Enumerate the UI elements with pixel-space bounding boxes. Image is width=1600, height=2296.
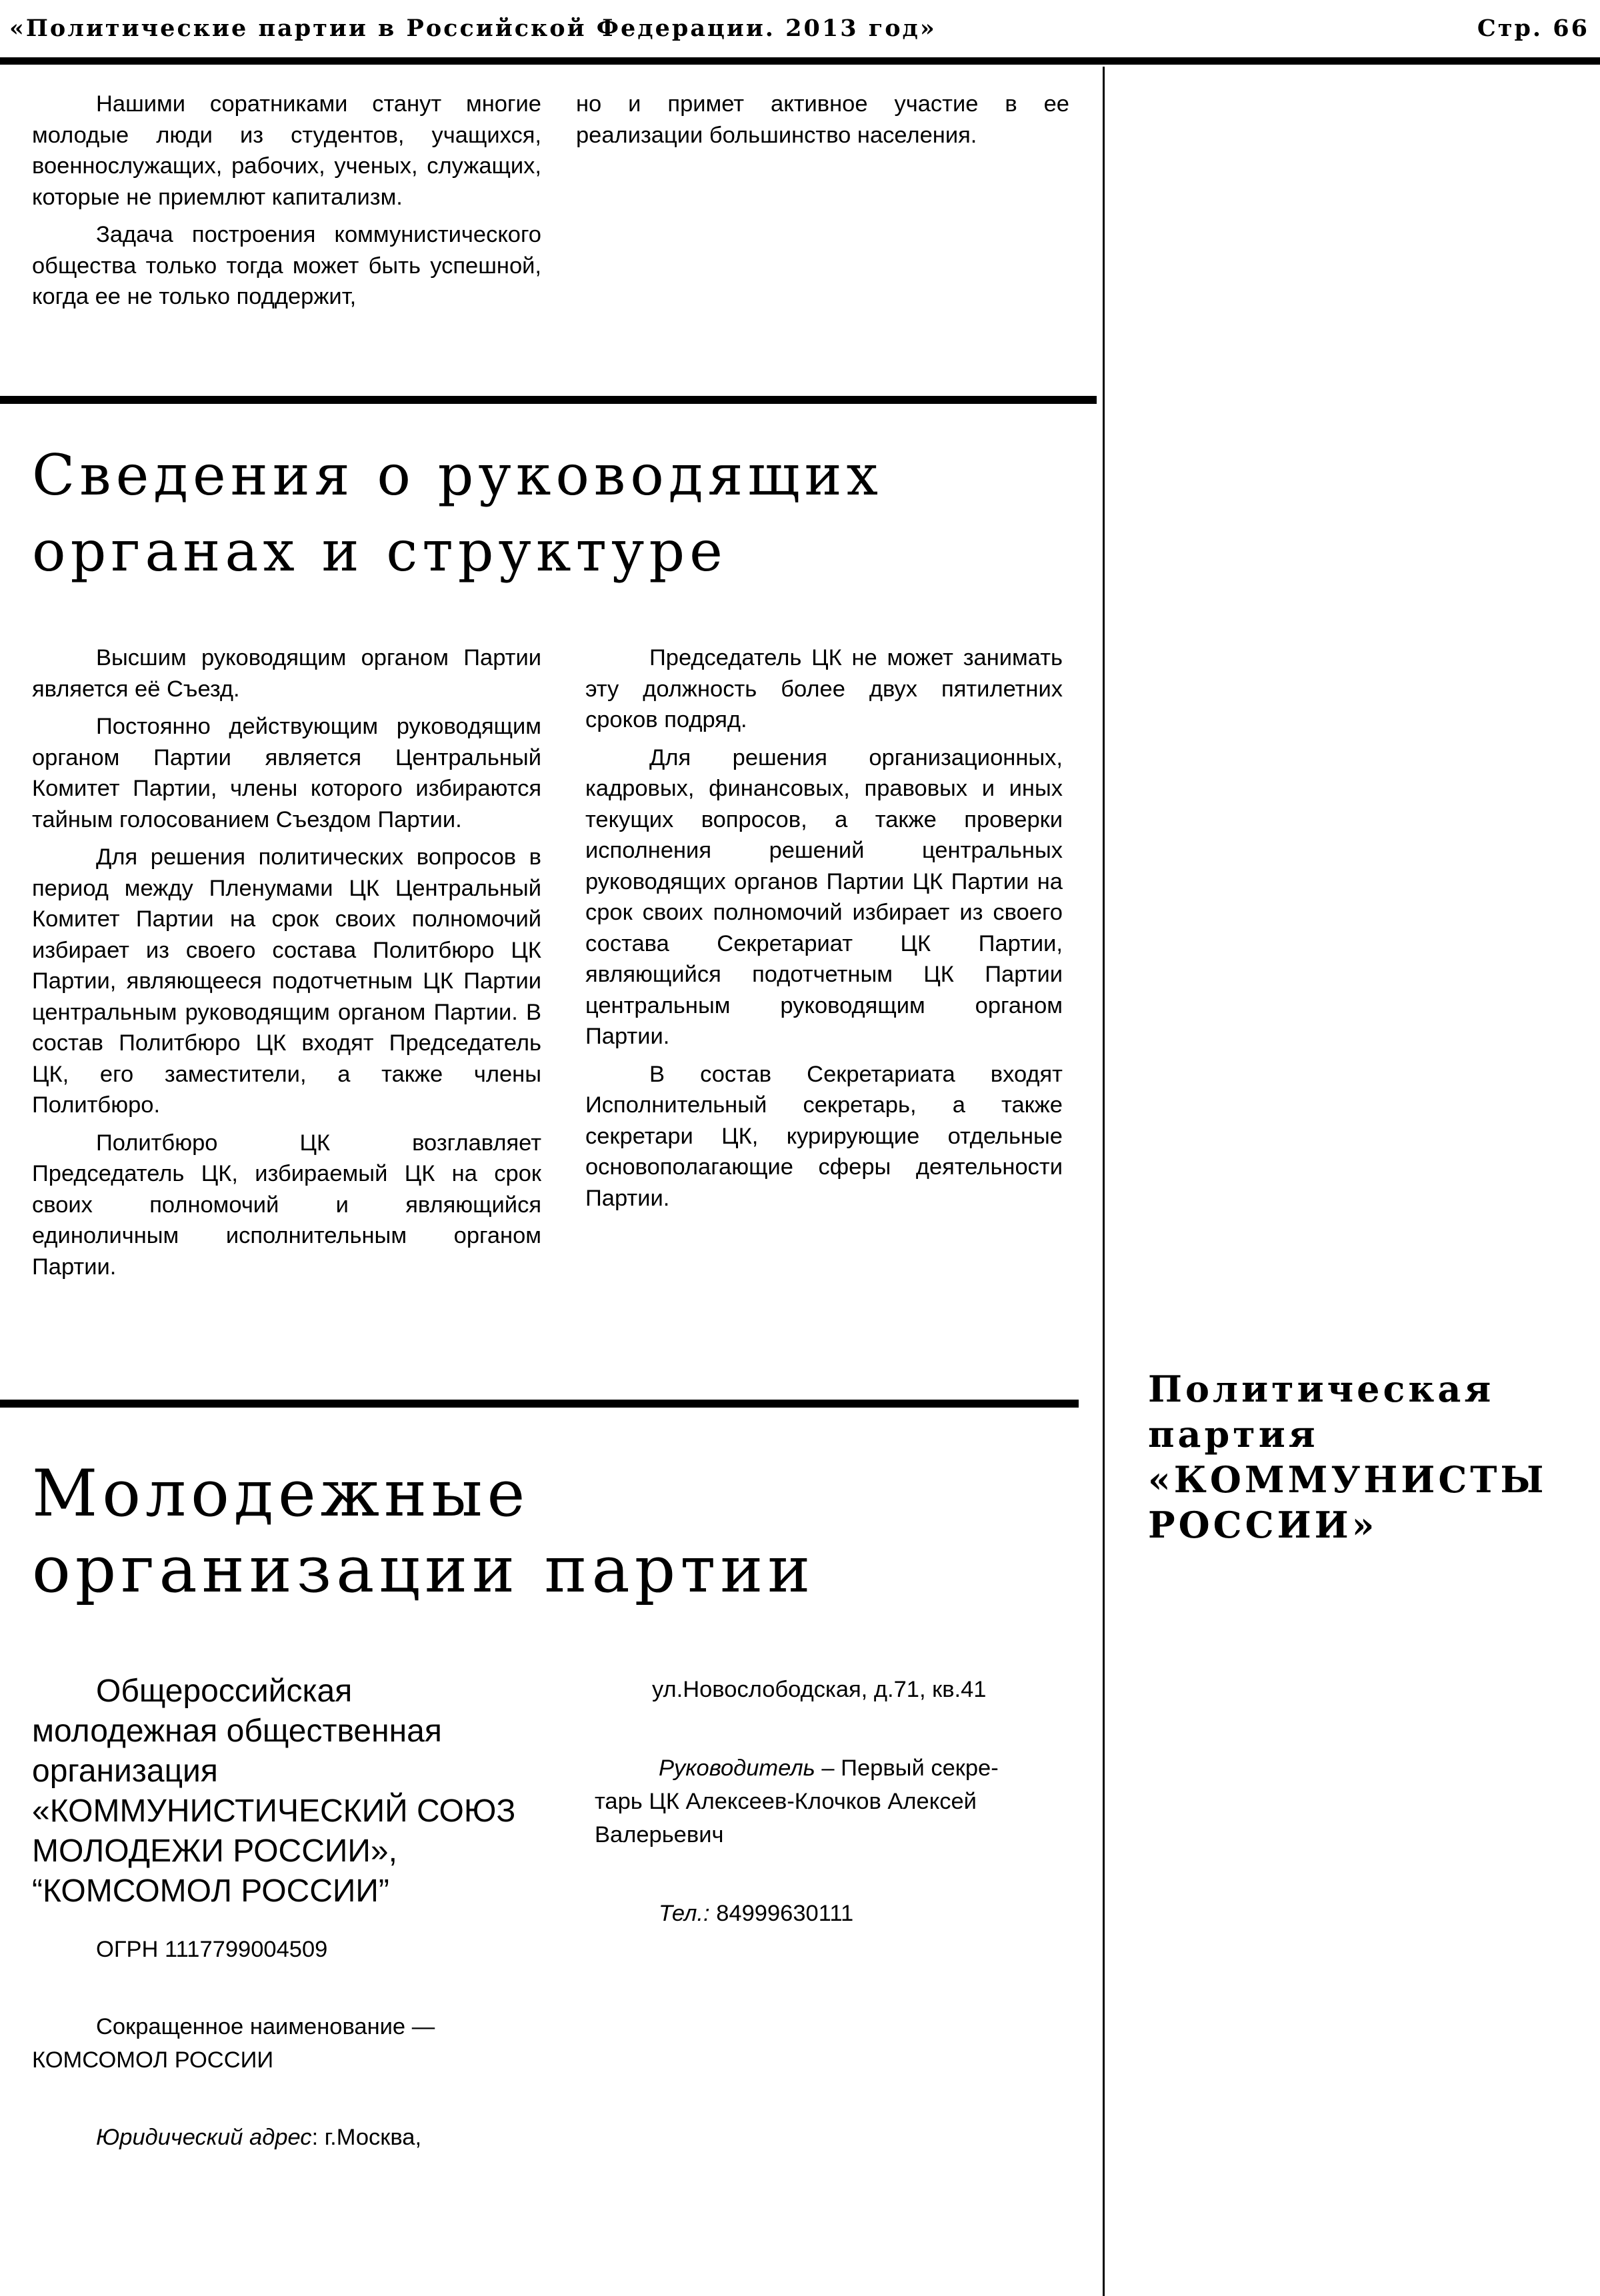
heading-line: органах и структуре <box>32 519 727 584</box>
paragraph: Председатель ЦК не может занимать эту должность более двух пятилетних сроков подряд. <box>585 645 1063 732</box>
heading-line: Сведения о руководящих <box>32 443 883 508</box>
paragraph: Для решения организационных, кадровых, финансовых, правовых и иных текущих вопросов, а также проверки исполнения решений центральных руководящих органов Партии ЦК Партии на срок своих полномочий избирает из своего состава Секретариат ЦК Партии, являющийся подотчетным ЦК Партии центральным руководящим органом Партии. <box>585 744 1063 1049</box>
paragraph: Для решения политических вопросов в период между Пленумами ЦК Центральный Комитет Партии на срок своих полномочий избирает из своего состава Политбюро ЦК Партии, являющееся подотчетным ЦК Партии центральным руководящим органом Партии. В состав Политбюро ЦК входят Председатель ЦК, его заместители, а также члены Политбюро. <box>32 844 541 1118</box>
intro-right-column <box>576 89 1069 151</box>
short-name-label: Сокращенное наименование — <box>96 2014 435 2039</box>
head-text: Валерьевич <box>595 1822 724 1847</box>
legal-address-city: : г.Москва, <box>311 2125 422 2150</box>
head-label: Руководитель <box>659 1755 815 1781</box>
head-text: тарь ЦК Алексеев-Клочков Алексей <box>595 1789 977 1814</box>
section-rule <box>0 396 1097 404</box>
org-name: Общероссийская молодежная общественная организация «КОММУНИСТИЧЕСКИЙ СОЮЗ МОЛОДЕЖИ РОССИИ», “КОМСОМОЛ РОССИИ” <box>32 1674 516 1909</box>
section-heading-youth-organizations <box>32 1456 815 1608</box>
phone-label: Тел.: <box>659 1901 710 1926</box>
head-info <box>659 1750 999 1786</box>
sidebar-divider <box>1103 67 1105 2296</box>
intro-left-column <box>32 89 541 313</box>
ogrn: ОГРН 1117799004509 <box>96 1937 328 1962</box>
section-rule <box>0 1400 1079 1408</box>
heading-line: организации партии <box>32 1532 815 1607</box>
legal-address <box>96 2119 421 2155</box>
header-rule <box>0 57 1600 65</box>
heading-line: Молодежные <box>32 1456 530 1531</box>
section1-right-column <box>585 642 1063 1214</box>
paragraph: Постоянно действующим руководящим органом Партии является Центральный Комитет Партии, члены которого избираются тайным голосованием Съездом Партии. <box>32 714 541 832</box>
short-name-value: КОМСОМОЛ РОССИИ <box>32 2047 274 2073</box>
paragraph: но и примет активное участие в ее реализации большинство населения. <box>576 91 1069 148</box>
phone <box>659 1895 853 1931</box>
sidebar-party-title: Политическая партия «КОММУНИСТЫ РОССИИ» <box>1148 1368 1547 1546</box>
page-number: Стр. 66 <box>1477 15 1589 42</box>
running-title: «Политические партии в Российской Федерации. 2013 год» <box>9 15 937 42</box>
phone-value: 84999630111 <box>709 1901 854 1926</box>
paragraph: Высшим руководящим органом Партии является её Съезд. <box>32 645 541 702</box>
paragraph: Задача построения коммунистического общества только тогда может быть успешной, когда ее не только поддержит, <box>32 222 541 309</box>
paragraph: В состав Секретариата входят Исполнительный секретарь, а также секретари ЦК, курирующие отдельные основополагающие сферы деятельности Партии. <box>585 1061 1063 1211</box>
paragraph: Политбюро ЦК возглавляет Председатель ЦК, избираемый ЦК на срок своих полномочий и являющийся единоличным исполнительным органом Партии. <box>32 1130 541 1280</box>
legal-address-street: ул.Новослободская, д.71, кв.41 <box>652 1677 987 1702</box>
section1-left-column <box>32 642 541 1282</box>
head-text: – Первый секре- <box>815 1755 999 1781</box>
legal-address-label: Юридический адрес <box>96 2125 312 2150</box>
paragraph: Нашими соратниками станут многие молодые люди из студентов, учащихся, военнослужащих, рабочих, ученых, служащих, которые не приемлют капитализм. <box>32 91 541 210</box>
section-heading-governing-bodies <box>32 437 883 589</box>
